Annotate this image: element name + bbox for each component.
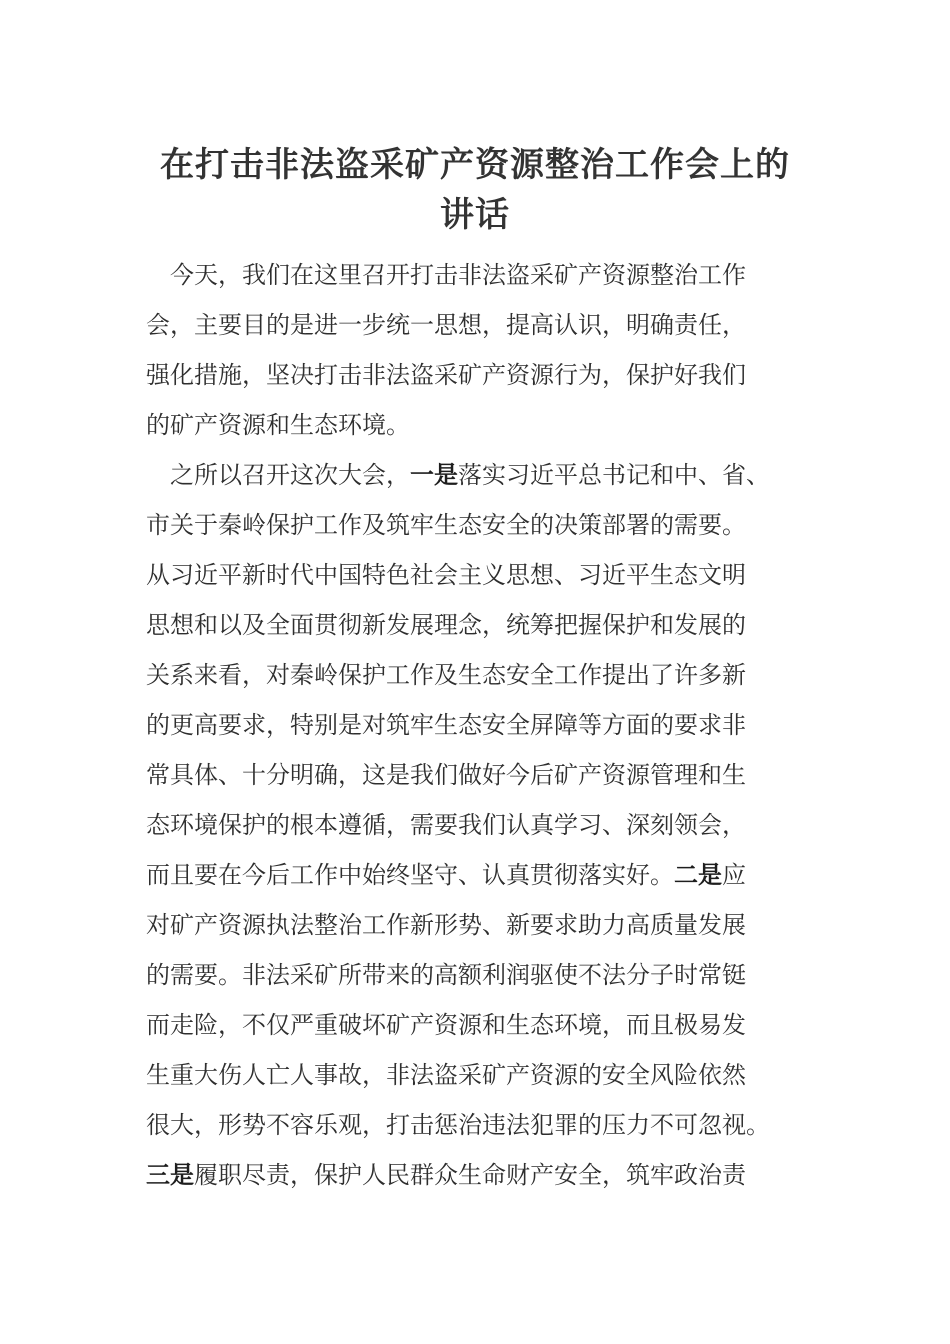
body-text-segment: 强化措施，坚决打击非法盗采矿产资源行为，保护好我们	[146, 361, 746, 389]
emphasis-text: 二是	[674, 860, 722, 889]
body-text-segment: 会，主要目的是进一步统一思想，提高认识，明确责任，	[146, 311, 746, 339]
body-text-segment: 落实习近平总书记和中、省、	[458, 461, 770, 489]
body-line	[146, 800, 806, 850]
body-text-segment: 态环境保护的根本遵循，需要我们认真学习、深刻领会，	[146, 811, 746, 839]
body-line	[146, 450, 806, 500]
body-text-segment: 关系来看，对秦岭保护工作及生态安全工作提出了许多新	[146, 661, 746, 689]
body-line	[146, 1150, 806, 1200]
body-text-segment: 履职尽责，保护人民群众生命财产安全，筑牢政治责	[194, 1161, 746, 1189]
body-text-segment: 常具体、十分明确，这是我们做好今后矿产资源管理和生	[146, 761, 746, 789]
body-text-segment: 而且要在今后工作中始终坚守、认真贯彻落实好。	[146, 861, 674, 889]
body-text-segment: 的需要。非法采矿所带来的高额利润驱使不法分子时常铤	[146, 961, 746, 989]
body-line	[146, 350, 806, 400]
body-text-segment: 的矿产资源和生态环境。	[146, 411, 410, 439]
body-text-segment: 的更高要求，特别是对筑牢生态安全屏障等方面的要求非	[146, 711, 746, 739]
body-line	[146, 750, 806, 800]
body-line	[146, 400, 806, 450]
body-line	[146, 600, 806, 650]
body-line	[146, 500, 806, 550]
body-text-segment: 思想和以及全面贯彻新发展理念，统筹把握保护和发展的	[146, 611, 746, 639]
body-line	[146, 900, 806, 950]
body-line	[146, 250, 806, 300]
body-line	[146, 1050, 806, 1100]
emphasis-text: 一是	[410, 460, 458, 489]
body-text-segment: 而走险，不仅严重破坏矿产资源和生态环境，而且极易发	[146, 1011, 746, 1039]
body-line	[146, 1000, 806, 1050]
document-title	[120, 140, 830, 240]
body-line	[146, 850, 806, 900]
body-text-segment: 今天，我们在这里召开打击非法盗采矿产资源整治工作	[170, 261, 746, 289]
body-line	[146, 650, 806, 700]
body-text-segment: 之所以召开这次大会，	[170, 461, 410, 489]
body-line	[146, 700, 806, 750]
title-line: 讲话	[440, 195, 510, 235]
title-line: 在打击非法盗采矿产资源整治工作会上的	[160, 145, 790, 185]
emphasis-text: 三是	[146, 1160, 194, 1189]
body-line	[146, 950, 806, 1000]
body-text-segment: 很大，形势不容乐观，打击惩治违法犯罪的压力不可忽视。	[146, 1111, 770, 1139]
body-line	[146, 550, 806, 600]
body-line	[146, 300, 806, 350]
body-text-segment: 市关于秦岭保护工作及筑牢生态安全的决策部署的需要。	[146, 511, 746, 539]
body-line	[146, 1100, 806, 1150]
body-text-segment: 从习近平新时代中国特色社会主义思想、习近平生态文明	[146, 561, 746, 589]
document-body	[146, 250, 806, 1200]
body-text-segment: 生重大伤人亡人事故，非法盗采矿产资源的安全风险依然	[146, 1061, 746, 1089]
body-text-segment: 对矿产资源执法整治工作新形势、新要求助力高质量发展	[146, 911, 746, 939]
body-text-segment: 应	[722, 861, 746, 889]
